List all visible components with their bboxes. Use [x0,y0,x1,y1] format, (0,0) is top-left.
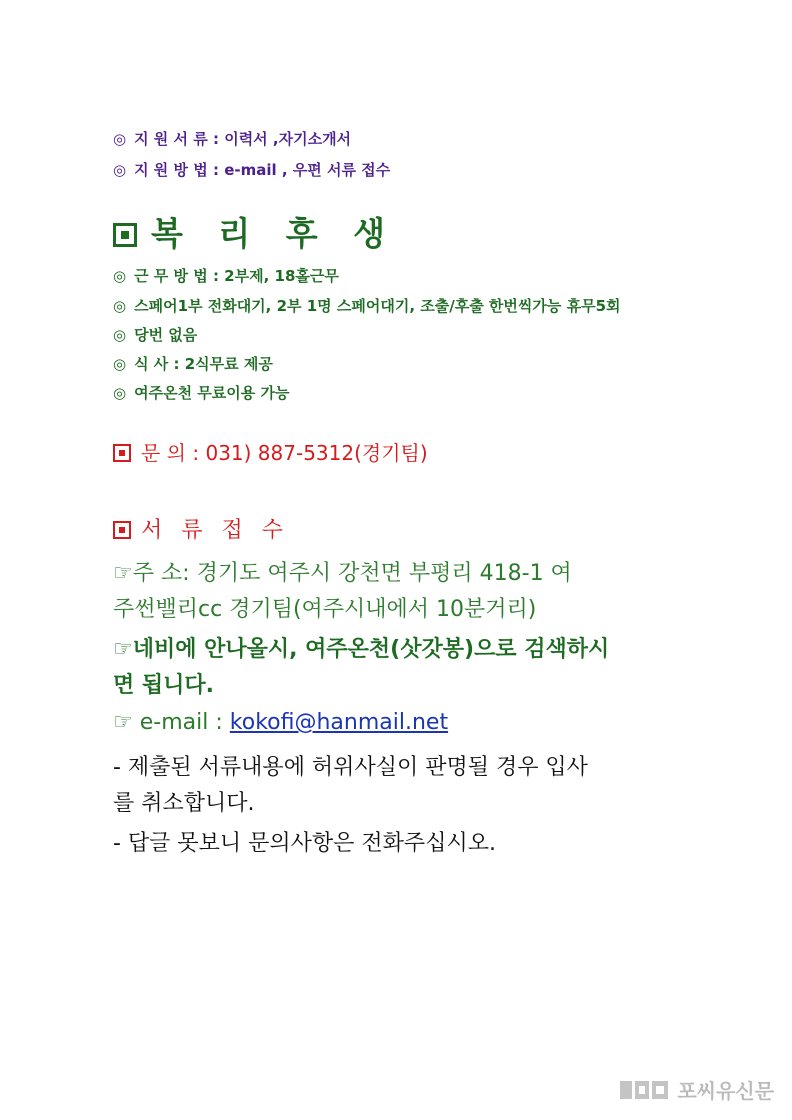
filled-square-icon [113,223,137,247]
note-line: 를 취소합니다. [113,791,255,816]
welfare-item: ◎ 식 사 : 2식무료 제공 [113,355,273,373]
welfare-item: ◎ 당번 없음 [113,326,198,344]
email-link[interactable]: kokofi@hanmail.net [229,710,449,735]
circle-bullet-icon: ◎ [113,384,127,402]
filled-square-icon [113,444,131,462]
note-line: - 답글 못보니 문의사항은 전화주십시오. [113,831,496,856]
apply-docs-value: 이력서 ,자기소개서 [224,130,352,148]
navigation-line: 면 됩니다. [113,673,215,698]
pointing-hand-icon: ☞ [113,710,133,735]
watermark [619,1075,774,1104]
documents-heading: 서 류 접 수 [113,513,289,544]
note-line: - 제출된 서류내용에 허위사실이 판명될 경우 입사 [113,755,588,780]
inquiry-phone: 031) 887-5312(경기팀) [205,441,428,465]
watermark-text: 포씨유신문 [677,1079,774,1103]
email-label: e-mail [139,710,209,735]
circle-bullet-icon: ◎ [113,297,127,315]
circle-bullet-icon: ◎ [113,161,127,179]
address-line: ☞주 소: 경기도 여주시 강천면 부평리 418-1 여 [113,561,572,586]
navigation-line: ☞네비에 안나올시, 여주온천(삿갓봉)으로 검색하시 [113,637,610,662]
circle-bullet-icon: ◎ [113,130,127,148]
newspaper-logo-icon [619,1079,669,1101]
apply-method-label: 지 원 방 법 [134,161,208,179]
circle-bullet-icon: ◎ [113,267,127,285]
welfare-item: ◎ 여주온천 무료이용 가능 [113,384,290,402]
apply-docs-label: 지 원 서 류 [134,130,208,148]
apply-method-value: e-mail , 우편 서류 접수 [224,161,391,179]
email-line: ☞ e-mail : kokofi@hanmail.net [113,710,449,735]
pointing-hand-icon: ☞ [113,637,133,662]
welfare-item: ◎ 근 무 방 법 : 2부제, 18홀근무 [113,267,339,285]
pointing-hand-icon: ☞ [113,561,133,586]
inquiry-label: 문 의 [141,441,186,465]
address-line: 주썬밸리cc 경기팀(여주시내에서 10분거리) [113,597,537,622]
circle-bullet-icon: ◎ [113,355,127,373]
apply-method-line: ◎ 지 원 방 법 : e-mail , 우편 서류 접수 [113,161,391,179]
welfare-heading: 복 리 후 생 [113,208,397,255]
apply-docs-line: ◎ 지 원 서 류 : 이력서 ,자기소개서 [113,130,352,148]
welfare-item: ◎ 스페어1부 전화대기, 2부 1명 스페어대기, 조출/후출 한번씩가능 휴무5회 [113,297,621,315]
circle-bullet-icon: ◎ [113,326,127,344]
inquiry-line: 문 의 : 031) 887-5312(경기팀) [113,437,428,466]
filled-square-icon [113,521,131,539]
